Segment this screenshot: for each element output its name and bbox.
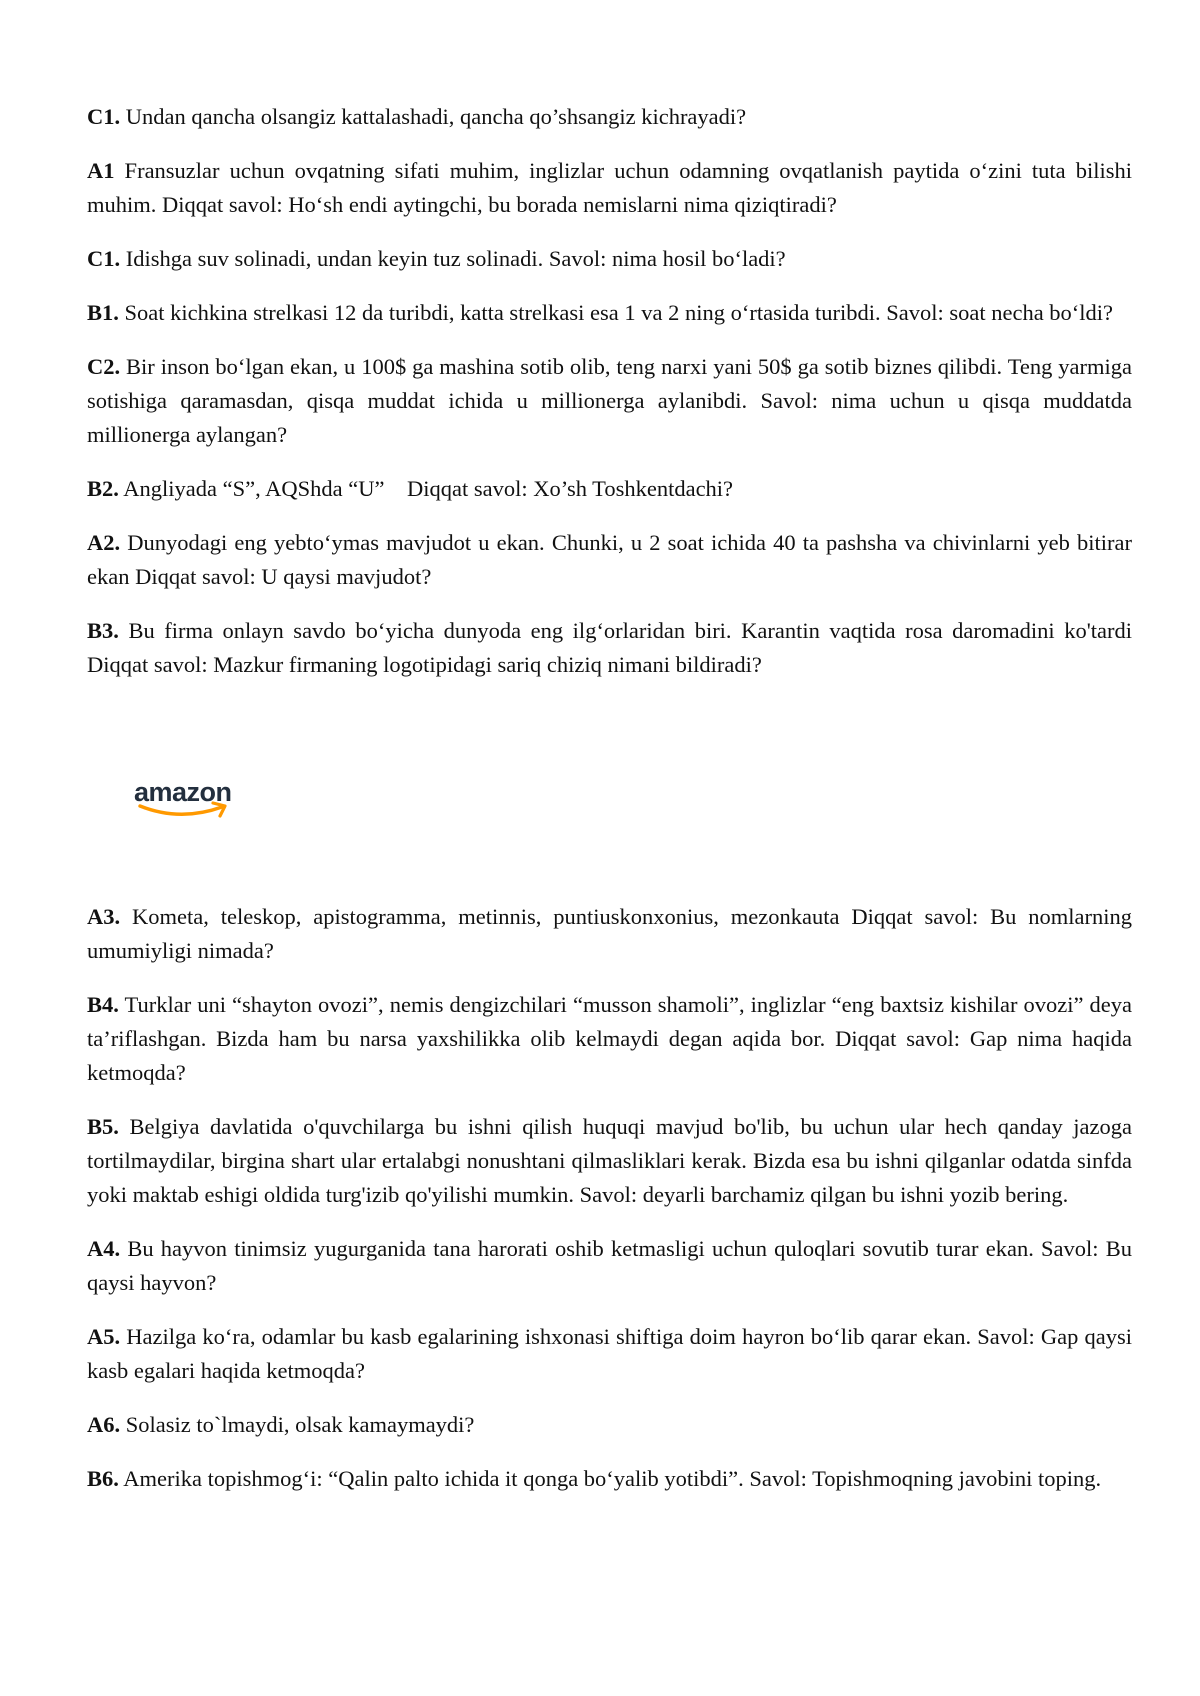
question-code: A2. <box>87 530 121 555</box>
question-code: A6. <box>87 1412 121 1437</box>
question-code: C2. <box>87 354 121 379</box>
question-code: B3. <box>87 618 119 643</box>
questions-bottom <box>87 900 1132 1496</box>
document-content <box>87 100 1132 1516</box>
question-text: Hazilga ko‘ra, odamlar bu kasb egalarining ishxonasi shiftiga doim hayron bo‘lib qarar ekan. Savol: Gap qaysi kasb egalari haqida ketmoqda? <box>87 1324 1132 1383</box>
question-a5 <box>87 1320 1132 1388</box>
smile-arrow-icon <box>136 800 236 822</box>
question-text: Turklar uni “shayton ovozi”, nemis dengizchilari “musson shamoli”, inglizlar “eng baxtsiz kishilar ovozi” deya ta’riflashgan. Bizda ham bu narsa yaxshilikka olib kelmaydi degan aqida bor. Diqqat savol: Gap nima haqida ketmoqda? <box>87 992 1132 1085</box>
question-code: A5. <box>87 1324 121 1349</box>
question-a4 <box>87 1232 1132 1300</box>
question-code: B2. <box>87 476 119 501</box>
question-text: Angliyada “S”, AQShda “U” Diqqat savol: Xo’sh Toshkentdachi? <box>118 476 734 501</box>
question-code: B1. <box>87 300 119 325</box>
question-code: A3. <box>87 904 121 929</box>
question-text: Kometa, teleskop, apistogramma, metinnis, puntiuskonxonius, mezonkauta Diqqat savol: Bu nomlarning umumiyligi nimada? <box>87 904 1132 963</box>
question-text: Bu firma onlayn savdo bo‘yicha dunyoda eng ilg‘orlaridan biri. Karantin vaqtida rosa daromadini ko'tardi Diqqat savol: Mazkur firmaning logotipidagi sariq chiziq nimani bildiradi? <box>87 618 1132 677</box>
question-c1-a <box>87 100 1132 134</box>
question-text: Belgiya davlatida o'quvchilarga bu ishni qilish huquqi mavjud bo'lib, bu uchun ular hech qanday jazoga tortilmaydilar, birgina shart ular ertalabgi nonushtani qilmasliklari kerak. Bizda esa bu ishni qilganlar odatda sinfda yoki maktab eshigi oldida turg'izib qo'yilishi mumkin. Savol: deyarli barchamiz qilgan bu ishni yozib bering. <box>87 1114 1132 1207</box>
question-code: B6. <box>87 1466 119 1491</box>
question-b1 <box>87 296 1132 330</box>
question-c1-b <box>87 242 1132 276</box>
logo-block <box>87 702 1132 900</box>
question-c2 <box>87 350 1132 452</box>
question-code: C1. <box>87 104 121 129</box>
question-text: Dunyodagi eng yebto‘ymas mavjudot u ekan. Chunki, u 2 soat ichida 40 ta pashsha va chivinlarni yeb bitirar ekan Diqqat savol: U qaysi mavjudot? <box>87 530 1132 589</box>
logo-text: amazon <box>134 777 232 807</box>
question-text: Idishga suv solinadi, undan keyin tuz solinadi. Savol: nima hosil bo‘ladi? <box>120 246 786 271</box>
question-a1 <box>87 154 1132 222</box>
question-a2 <box>87 526 1132 594</box>
question-text: Undan qancha olsangiz kattalashadi, qancha qo’shsangiz kichrayadi? <box>120 104 747 129</box>
question-b2 <box>87 472 1132 506</box>
amazon-logo <box>134 778 244 824</box>
question-b5 <box>87 1110 1132 1212</box>
question-text: Soat kichkina strelkasi 12 da turibdi, katta strelkasi esa 1 va 2 ning o‘rtasida turibdi. Savol: soat necha bo‘ldi? <box>118 300 1114 325</box>
questions-top <box>87 100 1132 682</box>
question-text: Bu hayvon tinimsiz yugurganida tana harorati oshib ketmasligi uchun quloqlari sovutib turar ekan. Savol: Bu qaysi hayvon? <box>87 1236 1132 1295</box>
question-b3 <box>87 614 1132 682</box>
question-code: C1. <box>87 246 121 271</box>
question-a3 <box>87 900 1132 968</box>
question-code: A1 <box>87 158 115 183</box>
question-code: B5. <box>87 1114 119 1139</box>
question-text: Solasiz to`lmaydi, olsak kamaymaydi? <box>120 1412 475 1437</box>
question-text: Fransuzlar uchun ovqatning sifati muhim, inglizlar uchun odamning ovqatlanish paytida o‘zini tuta bilishi muhim. Diqqat savol: Ho‘sh endi aytingchi, bu borada nemislarni nima qiziqtiradi? <box>87 158 1132 217</box>
question-code: A4. <box>87 1236 121 1261</box>
question-a6 <box>87 1408 1132 1442</box>
question-b6 <box>87 1462 1132 1496</box>
question-b4 <box>87 988 1132 1090</box>
question-text: Bir inson bo‘lgan ekan, u 100$ ga mashina sotib olib, teng narxi yani 50$ ga sotib biznes qilibdi. Teng yarmiga sotishiga qaramasdan, qisqa muddat ichida u millionerga aylanibdi. Savol: nima uchun u qisqa muddatda millionerga aylangan? <box>87 354 1132 447</box>
question-text: Amerika topishmog‘i: “Qalin palto ichida it qonga bo‘yalib yotibdi”. Savol: Topishmoqning javobini toping. <box>118 1466 1102 1491</box>
question-code: B4. <box>87 992 119 1017</box>
